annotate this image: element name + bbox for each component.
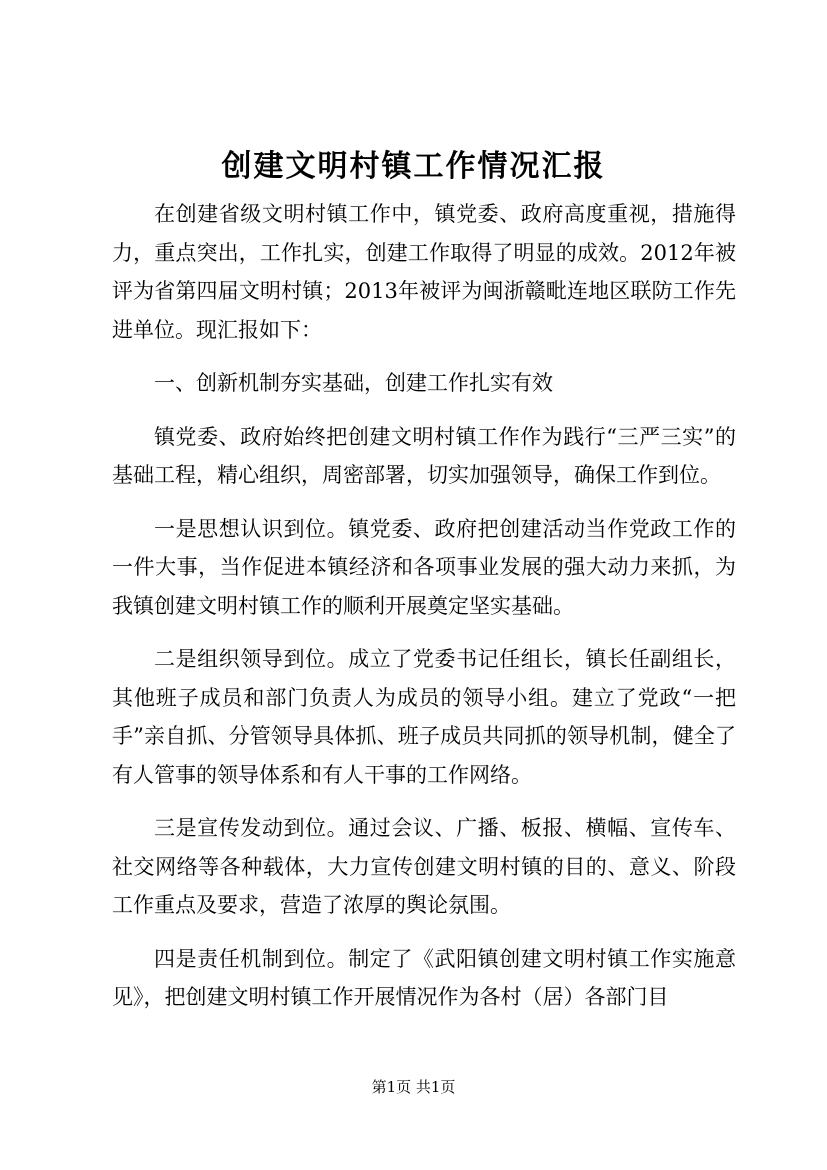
body-paragraph: 三是宣传发动到位。通过会议、广播、板报、横幅、宣传车、社交网络等各种载体，大力宣传创建文明村镇的目的、意义、阶段工作重点及要求，营造了浓厚的舆论氛围。 bbox=[112, 816, 736, 917]
intro-paragraph: 在创建省级文明村镇工作中，镇党委、政府高度重视，措施得力，重点突出，工作扎实，创建工作取得了明显的成效。2012年被评为省第四届文明村镇；2013年被评为闽浙赣毗连地区联防工作先进单位。现汇报如下： bbox=[112, 202, 736, 342]
body-paragraph: 二是组织领导到位。成立了党委书记任组长，镇长任副组长，其他班子成员和部门负责人为成员的领导小组。建立了党政“一把手”亲自抓、分管领导具体抓、班子成员共同抓的领导机制，健全了有人管事的领导体系和有人干事的工作网络。 bbox=[112, 647, 736, 787]
body-paragraph: 一是思想认识到位。镇党委、政府把创建活动当作党政工作的一件大事，当作促进本镇经济和各项事业发展的强大动力来抓，为我镇创建文明村镇工作的顺利开展奠定坚实基础。 bbox=[112, 516, 736, 618]
section-heading: 一、创新机制夯实基础，创建工作扎实有效 bbox=[154, 371, 553, 395]
page-number: 第1页 共1页 bbox=[371, 1078, 456, 1096]
document-body bbox=[112, 195, 736, 1032]
document-title: 创建文明村镇工作情况汇报 bbox=[221, 149, 606, 184]
body-paragraph: 镇党委、政府始终把创建文明村镇工作作为践行“三严三实”的基础工程，精心组织，周密部署，切实加强领导，确保工作到位。 bbox=[112, 424, 736, 487]
body-paragraph: 四是责任机制到位。制定了《武阳镇创建文明村镇工作实施意见》，把创建文明村镇工作开展情况作为各村（居）各部门目 bbox=[112, 946, 736, 1009]
